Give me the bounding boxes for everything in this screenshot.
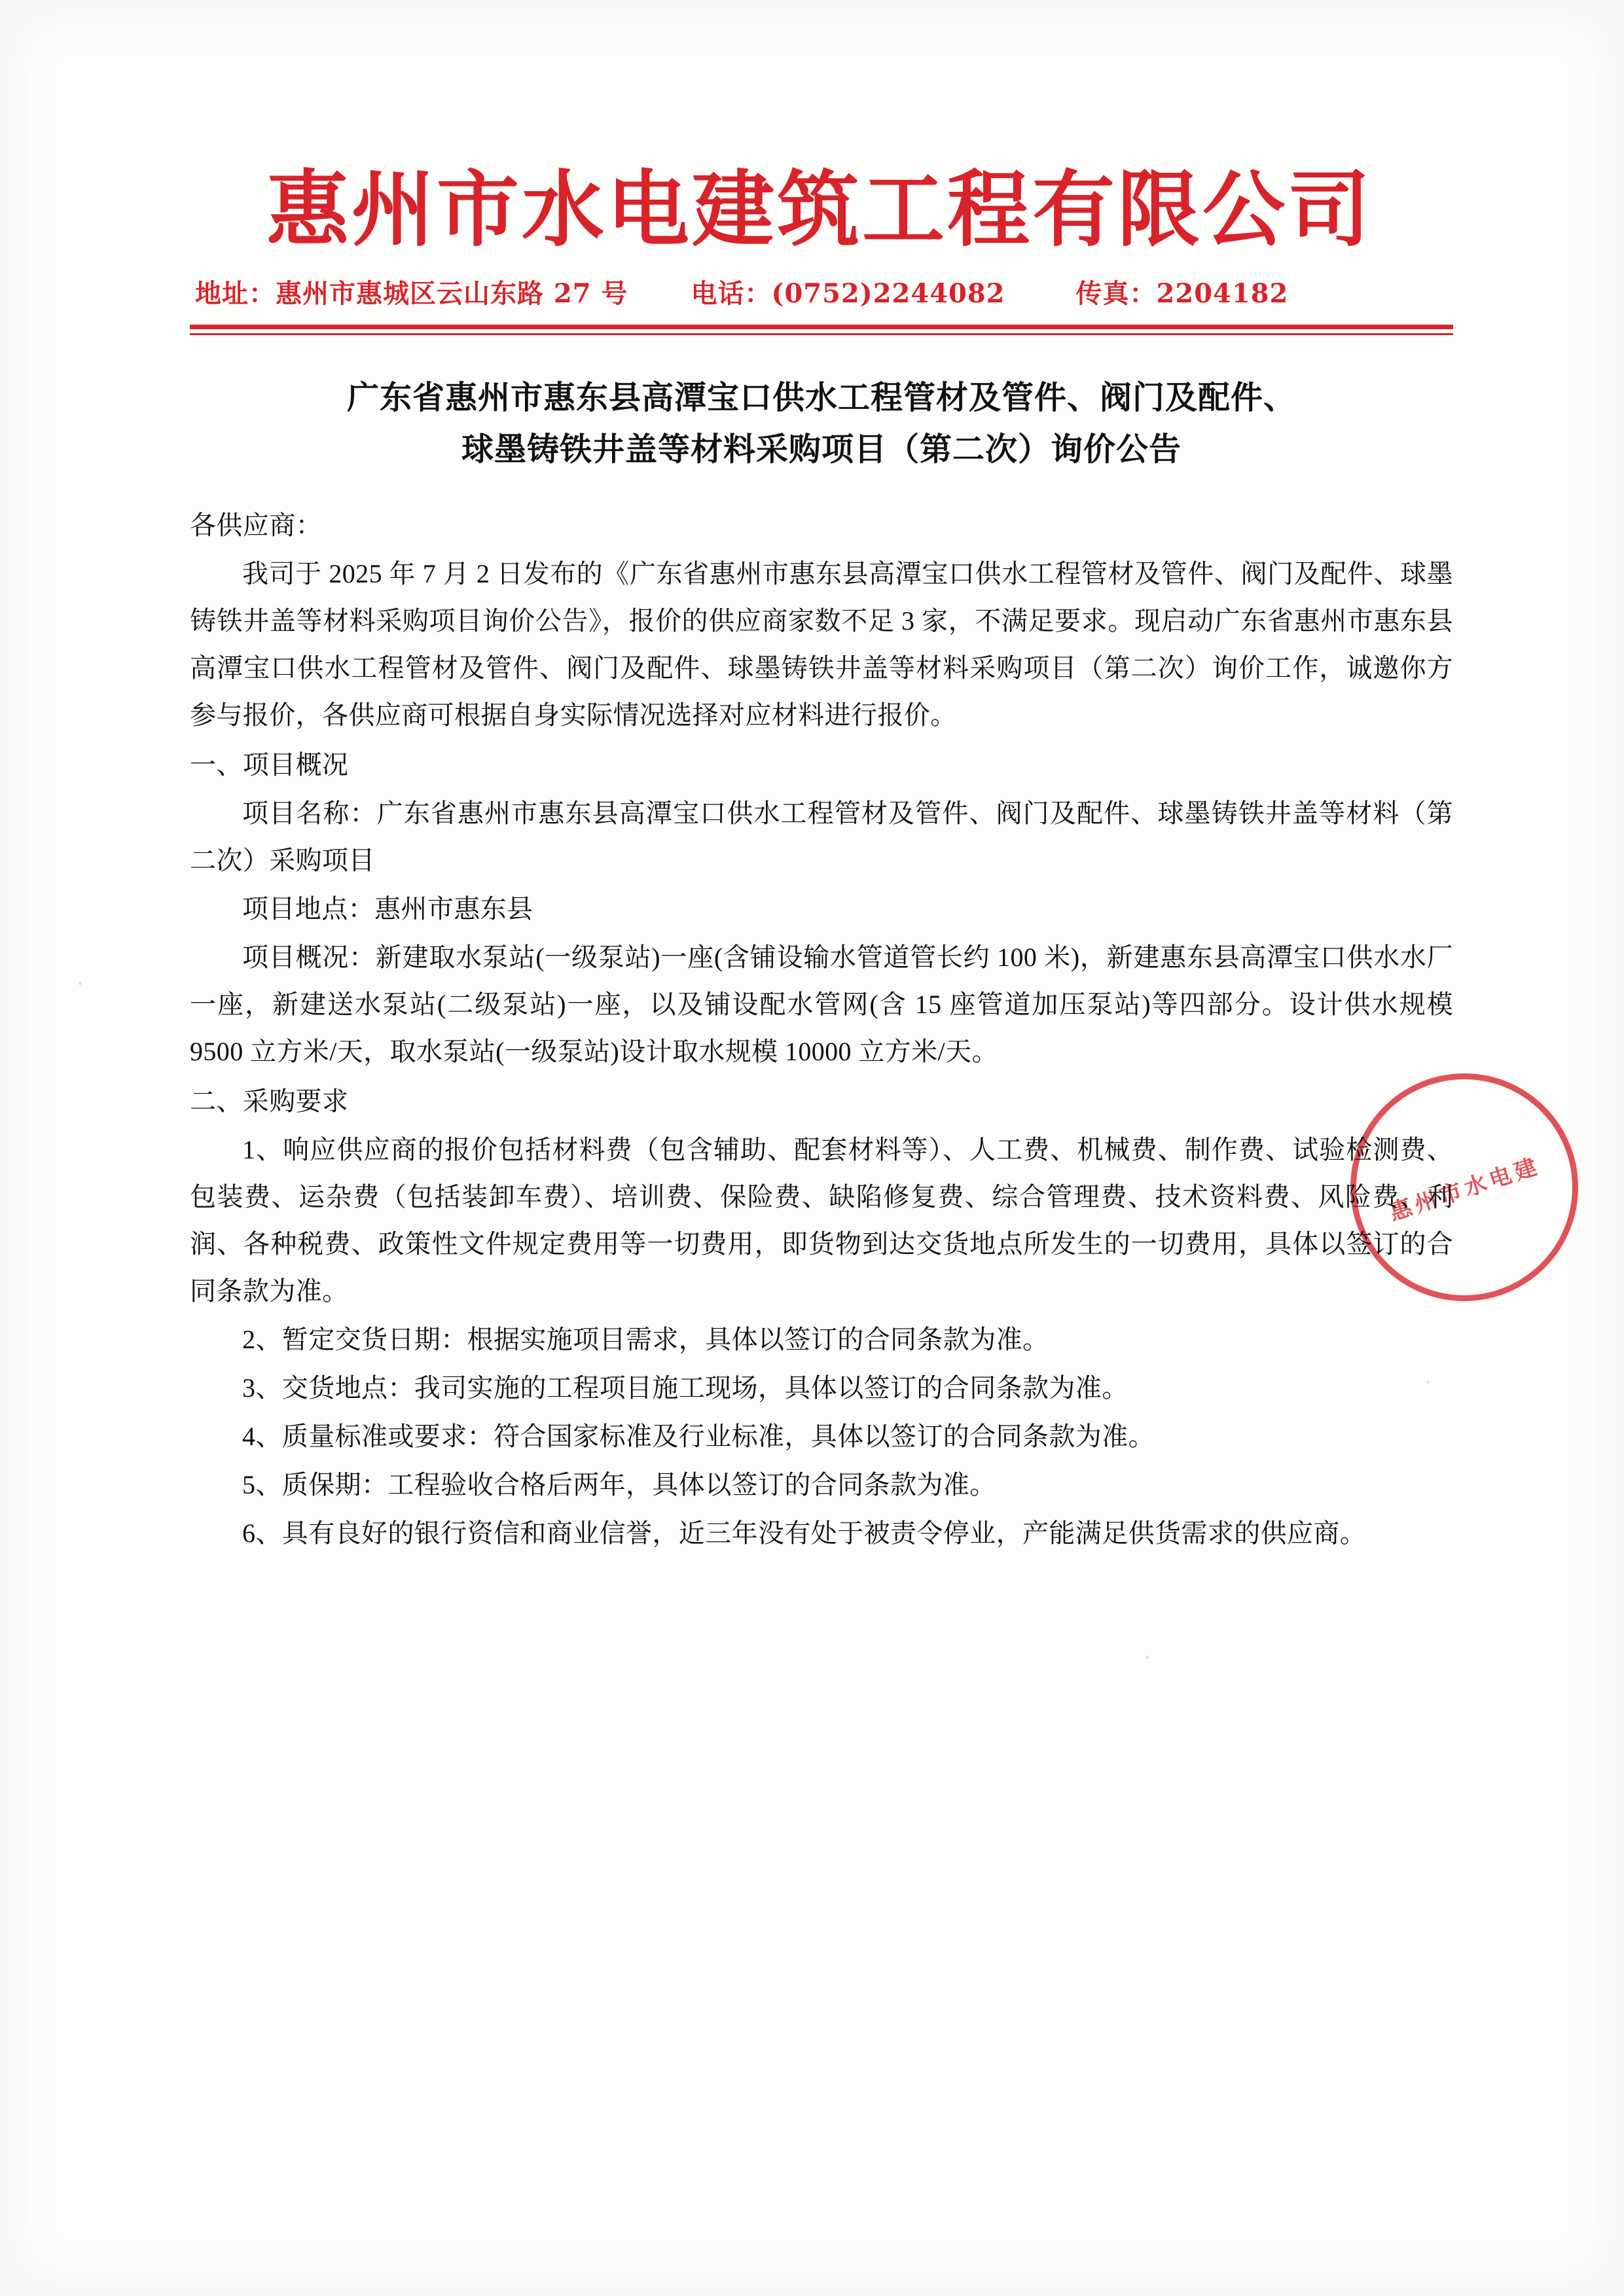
requirement-item: 6、具有良好的银行资信和商业信誉，近三年没有处于被责令停业，产能满足供货需求的供应商。	[242, 1518, 1367, 1548]
section-1-heading: 一、项目概况	[190, 749, 349, 780]
document-content	[190, 161, 1453, 1558]
title-line-1: 广东省惠州市惠东县高潭宝口供水工程管材及管件、阀门及配件、	[346, 378, 1296, 417]
fax-label: 传真：2204182	[1075, 278, 1289, 310]
seal-text: 惠州市水电建	[1386, 1153, 1544, 1227]
project-name: 项目名称：广东省惠州市惠东县高潭宝口供水工程管材及管件、阀门及配件、球墨铸铁井盖等材料（第二次）采购项目	[190, 798, 1453, 875]
scan-speck	[1146, 1656, 1149, 1659]
project-location: 项目地点：惠州市惠东县	[242, 893, 533, 924]
section-2-heading: 二、采购要求	[190, 1086, 349, 1116]
requirement-item: 1、响应供应商的报价包括材料费（包含辅助、配套材料等）、人工费、机械费、制作费、试验检测费、包装费、运杂费（包括装卸车费）、培训费、保险费、缺陷修复费、综合管理费、技术资料费、风险费、利润、各种税费、政策性文件规定费用等一切费用，即货物到达交货地点所发生的一切费用，具体以签订的合同条款为准。	[190, 1134, 1453, 1306]
document-body	[190, 502, 1453, 1557]
project-overview: 项目概况：新建取水泵站(一级泵站)一座(含铺设输水管道管长约 100 米)，新建惠东县高潭宝口供水水厂一座，新建送水泵站(二级泵站)一座，以及铺设配水管网(含 15 座管道加压泵站)等四部分。设计供水规模 9500 立方米/天，取水泵站(一级泵站)设计取水规模 10000 立方米/天。	[190, 942, 1453, 1066]
letterhead	[190, 161, 1453, 335]
company-name: 惠州市水电建筑工程有限公司	[266, 161, 1373, 258]
requirement-item: 4、质量标准或要求：符合国家标准及行业标准，具体以签订的合同条款为准。	[242, 1421, 1155, 1451]
letterhead-divider-thick	[190, 325, 1453, 329]
letterhead-divider-thin	[190, 333, 1453, 335]
intro-paragraph: 我司于 2025 年 7 月 2 日发布的《广东省惠州市惠东县高潭宝口供水工程管材及管件、阀门及配件、球墨铸铁井盖等材料采购项目询价公告》，报价的供应商家数不足 3 家，不满足要求。现启动广东省惠州市惠东县高潭宝口供水工程管材及管件、阀门及配件、球墨铸铁井盖等材料采购项目（第二次）询价工作，诚邀你方参与报价，各供应商可根据自身实际情况选择对应材料进行报价。	[190, 558, 1453, 730]
telephone-label: 电话：(0752)2244082	[691, 278, 1005, 310]
contact-row	[190, 273, 1453, 310]
title-line-2: 球墨铸铁井盖等材料采购项目（第二次）询价公告	[461, 430, 1182, 469]
address-label: 地址：惠州市惠城区云山东路 27 号	[195, 278, 628, 310]
scan-speck	[79, 982, 82, 985]
salutation: 各供应商：	[190, 510, 322, 540]
document-title	[190, 372, 1453, 476]
requirement-item: 5、质保期：工程验收合格后两年，具体以签订的合同条款为准。	[242, 1469, 996, 1499]
requirement-item: 2、暂定交货日期：根据实施项目需求，具体以签订的合同条款为准。	[242, 1324, 1049, 1354]
requirement-item: 3、交货地点：我司实施的工程项目施工现场，具体以签订的合同条款为准。	[242, 1372, 1128, 1403]
